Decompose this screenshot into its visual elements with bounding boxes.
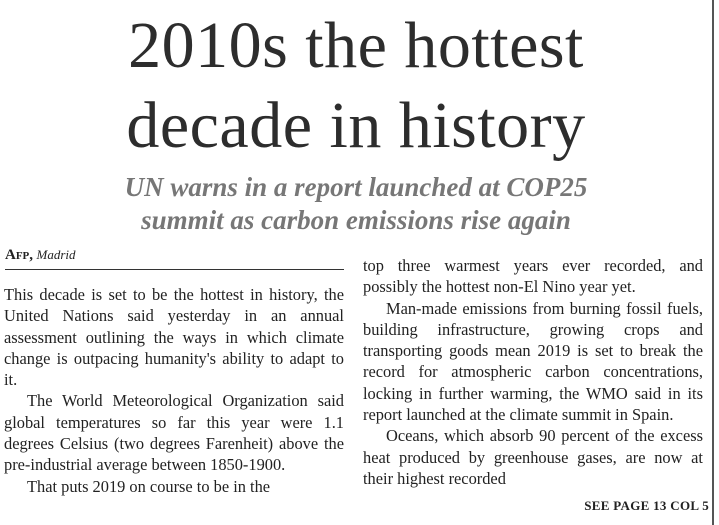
- paragraph: This decade is set to be the hottest in history, the United Nations said yesterday in an annual assessment outlining the ways in which climate change is outpacing humanity's ability to adapt to it.: [4, 285, 344, 390]
- paragraph: Man-made emissions from burning fossil fuels, building infrastructure, growing crops and transporting goods mean 2019 is set to break the record for atmospheric carbon concentrations, locking in further warming, the WMO said in its report launched at the climate summit in Spain.: [363, 298, 703, 425]
- headline-line-1: 2010s the hottest: [128, 9, 584, 82]
- byline-agency: Afp,: [5, 247, 34, 263]
- paragraph: The World Meteorological Organization said global temperatures so far this year were 1.1 degrees Celsius (two degrees Farenheit) above the pre-industrial average between 1850-1900.: [4, 391, 344, 475]
- byline-place: Madrid: [36, 247, 76, 262]
- paragraph: Oceans, which absorb 90 percent of the excess heat produced by greenhouse gases, are now at their highest recorded: [363, 426, 703, 488]
- deck-line-1: UN warns in a report launched at COP25: [124, 172, 588, 202]
- paragraph: top three warmest years ever recorded, and possibly the hottest non-El Nino year yet.: [363, 256, 703, 297]
- continuation-jump: SEE PAGE 13 COL 5: [584, 498, 709, 513]
- byline-rule: [5, 269, 344, 270]
- article-column-2: [363, 255, 703, 489]
- paragraph: That puts 2019 on course to be in the: [27, 476, 271, 496]
- deck-line-2: summit as carbon emissions rise again: [141, 205, 571, 235]
- article-column-1: [4, 284, 344, 497]
- headline-line-2: decade in history: [126, 89, 586, 162]
- byline: [5, 246, 76, 265]
- column-rule: [712, 0, 714, 525]
